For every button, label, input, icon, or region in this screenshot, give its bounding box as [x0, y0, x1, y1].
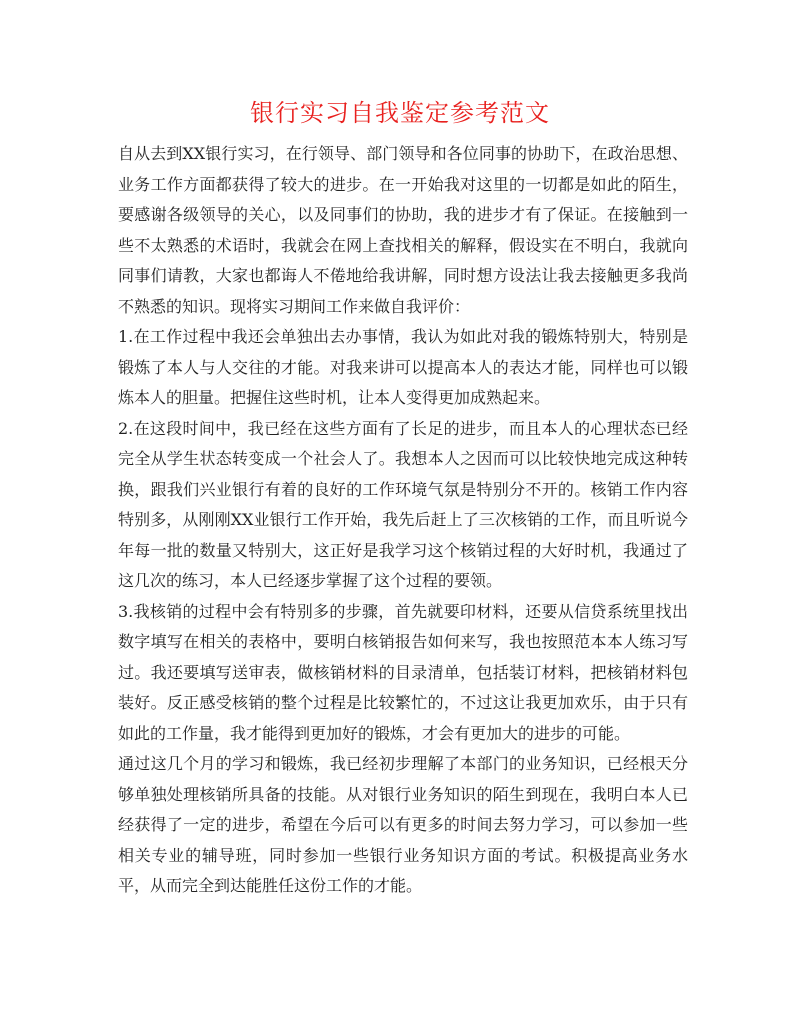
paragraph-point-3: 3.我核销的过程中会有特别多的步骤，首先就要印材料，还要从信贷系统里找出数字填写在相关的表格中，要明白核销报告如何来写，我也按照范本本人练习写过。我还要填写送审表，做核销材料的目录清单，包括装订材料，把核销材料包装好。反正感受核销的整个过程是比较繁忙的，不过这让我更加欢乐，由于只有如此的工作量，我才能得到更加好的锻炼，才会有更加大的进步的可能。: [118, 601, 688, 743]
paragraph-conclusion: 通过这几个月的学习和锻炼，我已经初步理解了本部门的业务知识，已经根天分够单独处理核销所具备的技能。从对银行业务知识的陌生到现在，我明白本人已经获得了一定的进步，希望在今后可以有更多的时间去努力学习，可以参加一些相关专业的辅导班，同时参加一些银行业务知识方面的考试。积极提高业务水平，从而完全到达能胜任这份工作的才能。: [118, 754, 688, 895]
document-title: 银行实习自我鉴定参考范文: [250, 99, 550, 127]
paragraph-intro: 自从去到XX银行实习，在行领导、部门领导和各位同事的协助下，在政治思想、业务工作方面都获得了较大的进步。在一开始我对这里的一切都是如此的陌生，要感谢各级领导的关心，以及同事们的协助，我的进步才有了保证。在接触到一些不太熟悉的术语时，我就会在网上查找相关的解释，假设实在不明白，我就向同事们请教，大家也都诲人不倦地给我讲解，同时想方设法让我去接触更多我尚不熟悉的知识。现将实习期间工作来做自我评价：: [118, 144, 688, 316]
document-body: [118, 139, 688, 902]
paragraph-point-1: 1.在工作过程中我还会单独出去办事情，我认为如此对我的锻炼特别大，特别是锻炼了本人与人交往的才能。对我来讲可以提高本人的表达才能，同样也可以锻炼本人的胆量。把握住这些时机，让本人变得更加成熟起来。: [118, 327, 688, 407]
paragraph-point-2: 2.在这段时间中，我已经在这些方面有了长足的进步，而且本人的心理状态已经完全从学生状态转变成一个社会人了。我想本人之因而可以比较快地完成这种转换，跟我们兴业银行有着的良好的工作环境气氛是特别分不开的。核销工作内容特别多，从刚刚XX业银行工作开始，我先后赶上了三次核销的工作，而且听说今年每一批的数量又特别大，这正好是我学习这个核销过程的大好时机，我通过了这几次的练习，本人已经逐步掌握了这个过程的要领。: [118, 418, 688, 590]
